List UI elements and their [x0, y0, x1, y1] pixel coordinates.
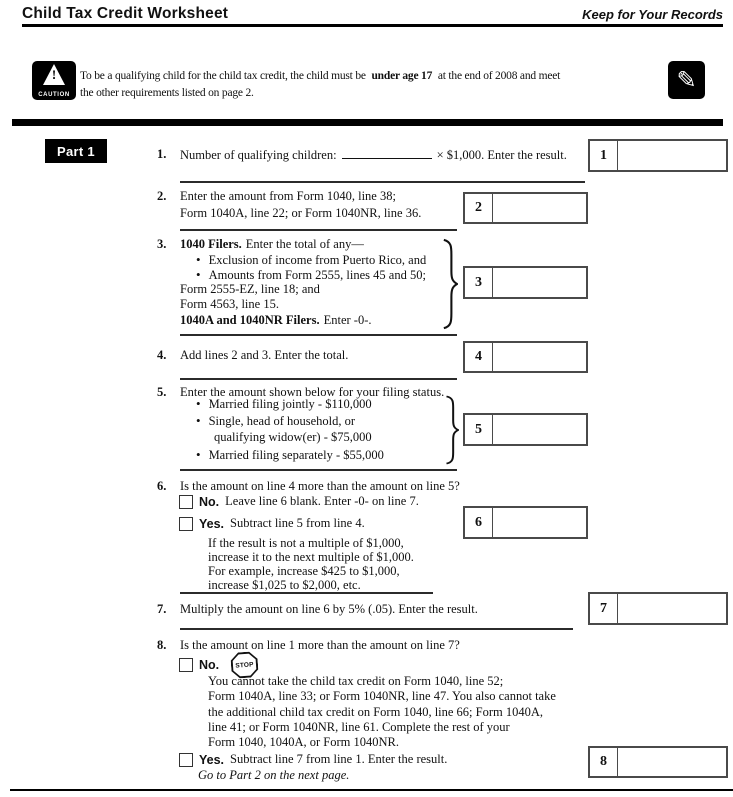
- line5-bullet3-text: Married filing separately - $55,000: [208, 448, 384, 462]
- line6-yes-label: Yes.: [199, 516, 225, 531]
- part1-label: Part 1: [45, 139, 107, 163]
- box7-entry-area[interactable]: [618, 594, 726, 623]
- line8-question: Is the amount on line 1 more than the amount on line 7?: [180, 638, 460, 652]
- caution-text-bold: under age 17: [371, 70, 433, 82]
- line8-note-1: You cannot take the child tax credit on Form 1040, line 52;: [208, 674, 504, 688]
- line3-cont-1: Form 2555-EZ, line 18; and: [180, 282, 320, 296]
- line8-yes-description: Subtract line 7 from line 1. Enter the result.: [230, 752, 448, 766]
- answer-box-2: [463, 192, 588, 224]
- bullet-icon: •: [196, 447, 201, 462]
- separator-line: [180, 378, 457, 380]
- caution-icon-label: CAUTION: [38, 92, 70, 98]
- line1-fill-in-blank[interactable]: [342, 146, 432, 159]
- box1-number: 1: [590, 141, 618, 170]
- line8-no-notes: [208, 674, 556, 750]
- box8-entry-area[interactable]: [618, 748, 726, 776]
- bullet-icon: •: [196, 396, 201, 411]
- line7-number: 7.: [157, 602, 167, 616]
- box6-entry-area[interactable]: [493, 508, 586, 537]
- line6-yes-description: Subtract line 5 from line 4.: [230, 516, 365, 530]
- line3-heading-bold: 1040 Filers.: [180, 237, 242, 251]
- line6-yes-checkbox[interactable]: [179, 517, 193, 531]
- answer-box-5: [463, 413, 588, 446]
- line8-number: 8.: [157, 638, 167, 652]
- line6-note-4: increase $1,025 to $2,000, etc.: [208, 578, 361, 592]
- answer-box-7: [588, 592, 728, 625]
- box6-number: 6: [465, 508, 493, 537]
- line5-bullet1-text: Married filing jointly - $110,000: [208, 397, 372, 411]
- line2-text-1: Enter the amount from Form 1040, line 38;: [180, 189, 396, 203]
- caution-icon: [32, 61, 76, 100]
- section-bar: [12, 119, 723, 126]
- line6-no-row: [179, 494, 419, 509]
- line5-bullet-3: [196, 446, 384, 464]
- records-note: Keep for Your Records: [582, 7, 723, 22]
- box3-entry-area[interactable]: [493, 268, 586, 297]
- answer-box-6: [463, 506, 588, 539]
- brace-icon: [441, 238, 458, 330]
- line1-text-post: × $1,000. Enter the result.: [436, 148, 567, 162]
- line2-text-2: Form 1040A, line 22; or Form 1040NR, line 36.: [180, 206, 422, 220]
- caution-text-post: at the end of 2008 and meet: [437, 70, 561, 82]
- line6-note-1: If the result is not a multiple of $1,000,: [208, 536, 404, 550]
- line5-number: 5.: [157, 385, 167, 399]
- separator-line: [180, 334, 457, 336]
- answer-box-3: [463, 266, 588, 299]
- separator-line: [180, 229, 457, 231]
- line8-note-5: Form 1040, 1040A, or Form 1040NR.: [208, 735, 399, 750]
- box4-entry-area[interactable]: [493, 343, 586, 371]
- line5-bullet2-cont: qualifying widow(er) - $75,000: [214, 430, 372, 444]
- answer-box-4: [463, 341, 588, 373]
- separator-line: [180, 469, 457, 471]
- line5-bullet2-text: Single, head of household, or: [208, 414, 356, 428]
- line6-number: 6.: [157, 479, 167, 493]
- bullet-icon: •: [196, 267, 201, 282]
- line8-no-checkbox[interactable]: [179, 658, 193, 672]
- answer-box-8: [588, 746, 728, 778]
- line8-yes-label: Yes.: [199, 752, 225, 767]
- line3-footer-rest: Enter -0-.: [323, 313, 372, 327]
- bottom-rule: [10, 789, 733, 791]
- line8-note-4: line 41; or Form 1040NR, line 61. Complete the rest of your: [208, 719, 510, 734]
- brace-icon: [444, 395, 459, 465]
- page-title: Child Tax Credit Worksheet: [22, 5, 229, 22]
- box2-entry-area[interactable]: [493, 194, 586, 222]
- separator-line: [180, 181, 585, 183]
- line6-note-2: increase it to the next multiple of $1,000.: [208, 550, 414, 564]
- line8-goto-note: Go to Part 2 on the next page.: [198, 768, 350, 782]
- line3-footer-bold: 1040A and 1040NR Filers.: [180, 313, 320, 327]
- line6-no-description: Leave line 6 blank. Enter -0- on line 7.: [225, 494, 419, 508]
- line8-note-2: Form 1040A, line 33; or Form 1040NR, line 47. You also cannot take: [208, 689, 556, 704]
- box5-entry-area[interactable]: [493, 415, 586, 444]
- stop-icon-label: STOP: [235, 660, 255, 670]
- line8-yes-checkbox[interactable]: [179, 753, 193, 767]
- line5-text: Enter the amount shown below for your filing status.: [180, 385, 445, 399]
- line5-bullet-1: [196, 395, 372, 413]
- line3-footer: [180, 312, 372, 329]
- line8-no-label: No.: [199, 658, 220, 672]
- line4-number: 4.: [157, 348, 167, 362]
- line7-text: Multiply the amount on line 6 by 5% (.05). Enter the result.: [180, 602, 478, 616]
- pencil-icon: [668, 61, 705, 99]
- line1-text: [180, 146, 567, 164]
- box5-number: 5: [465, 415, 493, 444]
- bullet-icon: •: [196, 413, 201, 428]
- line3-bullet2-text: Amounts from Form 2555, lines 45 and 50;: [208, 268, 426, 282]
- line6-yes-row: [179, 516, 365, 531]
- box3-number: 3: [465, 268, 493, 297]
- line3-number: 3.: [157, 237, 167, 251]
- line2-number: 2.: [157, 189, 167, 203]
- line6-question: Is the amount on line 4 more than the amount on line 5?: [180, 479, 460, 493]
- box1-entry-area[interactable]: [618, 141, 726, 170]
- line1-text-pre: Number of qualifying children:: [180, 148, 337, 162]
- exclamation-icon: !: [51, 67, 57, 82]
- bullet-icon: •: [196, 252, 201, 267]
- line1-number: 1.: [157, 147, 167, 161]
- header-rule: [22, 24, 723, 27]
- line4-text: Add lines 2 and 3. Enter the total.: [180, 348, 349, 362]
- caution-text-line1: [80, 68, 560, 85]
- box8-number: 8: [590, 748, 618, 776]
- line3-heading-rest: Enter the total of any—: [245, 237, 364, 251]
- box2-number: 2: [465, 194, 493, 222]
- box7-number: 7: [590, 594, 618, 623]
- line5-bullet-2: [196, 412, 355, 430]
- separator-line: [180, 592, 433, 594]
- caution-text-line2: the other requirements listed on page 2.: [80, 87, 254, 99]
- answer-box-1: [588, 139, 728, 172]
- line6-no-label: No.: [199, 494, 220, 509]
- pencil-glyph: ✎: [676, 66, 697, 94]
- separator-line: [180, 628, 573, 630]
- line3-bullet1-text: Exclusion of income from Puerto Rico, and: [208, 253, 427, 267]
- line6-no-checkbox[interactable]: [179, 495, 193, 509]
- line6-notes: [208, 536, 414, 592]
- line3-cont-2: Form 4563, line 15.: [180, 297, 279, 311]
- line8-note-3: the additional child tax credit on Form 1040, line 66; Form 1040A,: [208, 704, 544, 719]
- box4-number: 4: [465, 343, 493, 371]
- line6-note-3: For example, increase $425 to $1,000,: [208, 564, 400, 578]
- caution-text-pre: To be a qualifying child for the child tax credit, the child must be: [80, 70, 366, 82]
- line8-yes-row: [179, 752, 447, 767]
